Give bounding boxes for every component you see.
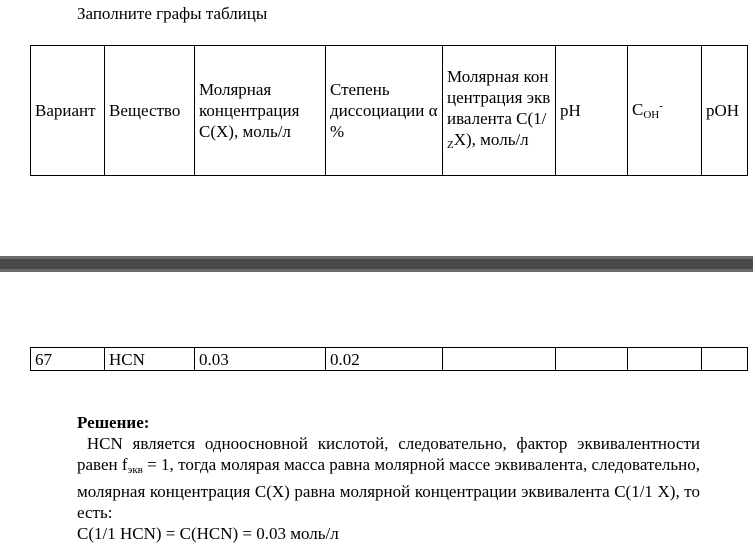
header-c-oh bbox=[628, 46, 702, 176]
solution-f-subscript: экв bbox=[127, 464, 143, 476]
header-dissociation-degree: Степень диссоциации α % bbox=[326, 46, 443, 176]
cell-equivalent-concentration bbox=[443, 348, 556, 371]
header-poh: pOH bbox=[702, 46, 748, 176]
c-oh-sub: OH bbox=[643, 108, 660, 121]
cell-variant: 67 bbox=[31, 348, 105, 371]
solution-text-part1: HCN является одноосновной кислотой, следовательно, фактор эквивалентности равен f bbox=[77, 434, 701, 474]
instruction-text: Заполните графы таблицы bbox=[77, 4, 268, 23]
table-row bbox=[31, 348, 748, 371]
cell-substance: HCN bbox=[105, 348, 195, 371]
equiv-conc-suffix: Х), моль/л bbox=[453, 129, 529, 149]
cell-ph bbox=[556, 348, 628, 371]
page-separator bbox=[0, 256, 753, 272]
solution-section bbox=[77, 412, 701, 543]
cell-dissociation-degree: 0.02 bbox=[326, 348, 443, 371]
solution-title: Решение: bbox=[77, 413, 150, 432]
document-page-bottom bbox=[0, 272, 753, 543]
table-data-row bbox=[30, 347, 748, 371]
header-substance: Вещество bbox=[105, 46, 195, 176]
table-header bbox=[30, 45, 748, 176]
equiv-conc-z: Z bbox=[447, 138, 454, 151]
cell-poh bbox=[702, 348, 748, 371]
c-oh-sup: - bbox=[659, 99, 663, 112]
header-molar-concentration: Молярная концентрация С(Х), моль/л bbox=[195, 46, 326, 176]
cell-c-oh bbox=[628, 348, 702, 371]
c-oh-main: C bbox=[632, 99, 644, 119]
equiv-conc-prefix: Молярная концентрация эквивалента С(1/ bbox=[447, 66, 551, 128]
header-variant: Вариант bbox=[31, 46, 105, 176]
solution-text-part2: = 1, тогда молярая масса равна молярной массе эквивалента, следовательно, молярная концентрация С(Х) равна молярной концентрации эквивалента С(1/1 Х), то есть: bbox=[77, 455, 701, 522]
header-ph: pH bbox=[556, 46, 628, 176]
document-page-top bbox=[0, 0, 753, 256]
cell-molar-concentration: 0.03 bbox=[195, 348, 326, 371]
solution-cut-line: С(1/1 HCN) = С(HCN) = 0.03 моль/л bbox=[77, 524, 339, 543]
solution-paragraph bbox=[77, 433, 700, 523]
header-equivalent-concentration bbox=[443, 46, 556, 176]
